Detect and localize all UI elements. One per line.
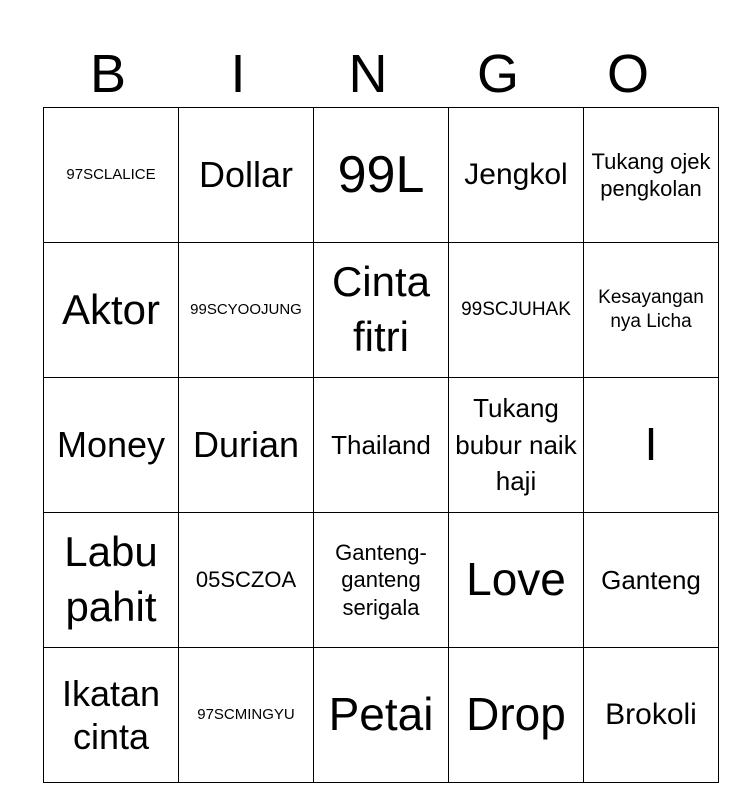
bingo-board [43, 107, 719, 783]
bingo-cell[interactable]: Jengkol [449, 108, 584, 243]
bingo-cell[interactable]: Tukang ojek pengkolan [584, 108, 719, 243]
bingo-cell[interactable]: 99L [314, 108, 449, 243]
bingo-cell[interactable]: Love [449, 513, 584, 648]
bingo-cell[interactable]: Brokoli [584, 648, 719, 783]
bingo-cell[interactable]: 05SCZOA [179, 513, 314, 648]
header-letter-b: B [89, 44, 127, 104]
header-letter-g: G [476, 44, 519, 104]
board-row [44, 243, 719, 378]
bingo-cell[interactable]: Petai [314, 648, 449, 783]
bingo-cell[interactable]: 99SCYOOJUNG [179, 243, 314, 378]
bingo-cell[interactable]: I [584, 378, 719, 513]
bingo-cell[interactable]: Ganteng [584, 513, 719, 648]
bingo-cell[interactable]: Drop [449, 648, 584, 783]
bingo-cell[interactable]: Dollar [179, 108, 314, 243]
bingo-cell[interactable]: Money [44, 378, 179, 513]
board-row [44, 648, 719, 783]
bingo-cell[interactable]: Ganteng-ganteng serigala [314, 513, 449, 648]
header-letter-o: O [606, 44, 649, 104]
board-row [44, 108, 719, 243]
header-letter-n: N [348, 44, 388, 104]
bingo-cell[interactable]: Durian [179, 378, 314, 513]
board-row [44, 513, 719, 648]
bingo-cell[interactable]: Labu pahit [44, 513, 179, 648]
bingo-cell[interactable]: Thailand [314, 378, 449, 513]
bingo-cell[interactable]: Aktor [44, 243, 179, 378]
bingo-cell[interactable]: 97SCMINGYU [179, 648, 314, 783]
bingo-cell[interactable]: 99SCJUHAK [449, 243, 584, 378]
bingo-cell[interactable]: Ikatan cinta [44, 648, 179, 783]
header-letter-i: I [230, 44, 246, 104]
bingo-cell[interactable]: Cinta fitri [314, 243, 449, 378]
bingo-cell[interactable]: Kesayangan nya Licha [584, 243, 719, 378]
bingo-cell[interactable]: Tukang bubur naik haji [449, 378, 584, 513]
bingo-cell[interactable]: 97SCLALICE [44, 108, 179, 243]
bingo-header [43, 40, 693, 108]
board-row [44, 378, 719, 513]
